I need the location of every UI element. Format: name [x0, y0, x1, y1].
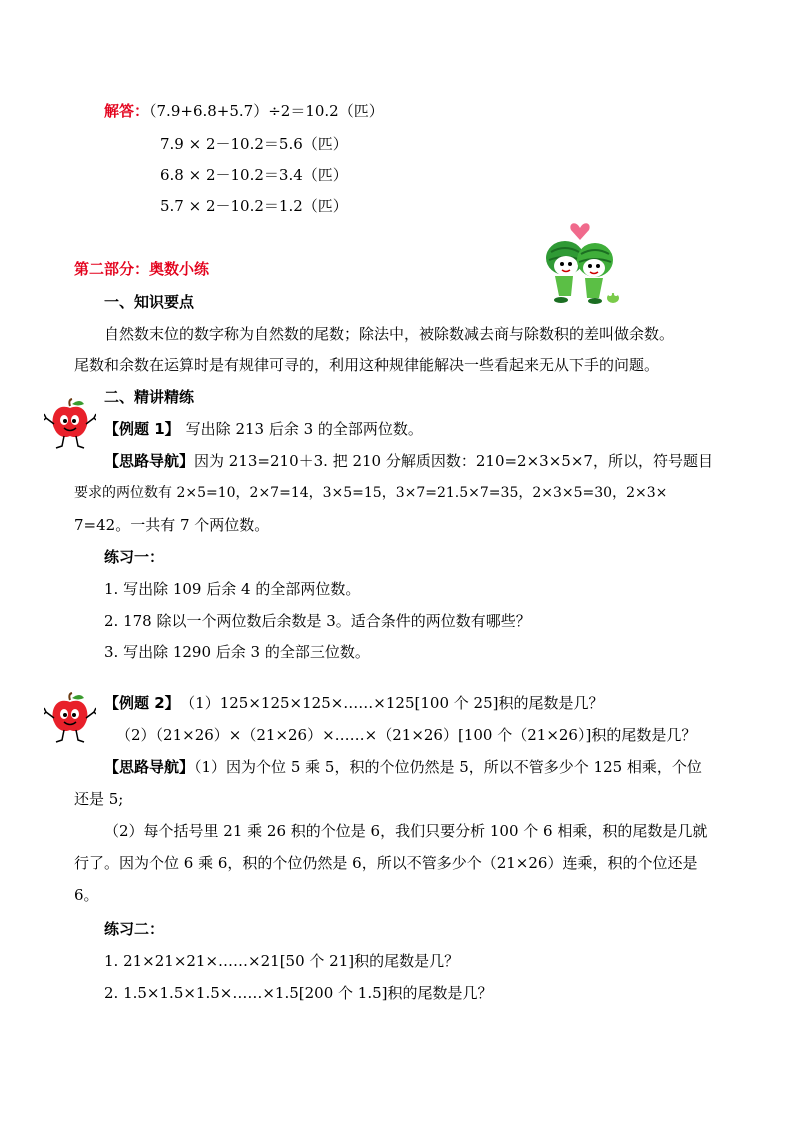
- example2-hint-line-1: [104, 760, 702, 775]
- knowledge-line-2: 尾数和余数在运算时是有规律可寻的，利用这种规律能解决一些看起来无从下手的问题。: [74, 356, 660, 374]
- example1-hint-text-1: 因为 213=210＋3. 把 210 分解质因数：210=2×3×5×7，所以，符号题目: [194, 452, 713, 470]
- example2-hint2-line-3: 6。: [74, 886, 99, 904]
- example2-hint2-line-2: 行了。因为个位 6 乘 6，积的个位仍然是 6，所以不管多少个（21×26）连乘，积的个位还是: [74, 854, 698, 872]
- example1-tag: 【例题 1】: [104, 420, 180, 438]
- example2-q2: （2）（21×26）×（21×26）×……×（21×26）[100 个（21×26）]积的尾数是几？: [116, 726, 697, 744]
- practice2-title: 练习二：: [104, 920, 165, 938]
- example2-hint1-text: （1）因为个位 5 乘 5，积的个位仍然是 5，所以不管多少个 125 相乘，个位: [194, 758, 702, 776]
- practice2-item-2: 2. 1.5×1.5×1.5×……×1.5[200 个 1.5]积的尾数是几？: [104, 984, 493, 1002]
- melon-mascots-illustration: [537, 214, 623, 306]
- practice1-title: 练习一：: [104, 548, 165, 566]
- answer-label: 解答：: [104, 102, 150, 120]
- example2-hint2-line-1: （2）每个括号里 21 乘 26 积的个位是 6，我们只要分析 100 个 6 相乘，积的尾数是几就: [104, 822, 708, 840]
- practice1-item-3: 3. 写出除 1290 后余 3 的全部三位数。: [104, 643, 370, 661]
- example1-hint-line-2: 要求的两位数有 2×5=10，2×7=14，3×5=15，3×7=21.5×7=35，2×3×5=30，2×3×: [74, 485, 668, 501]
- example2-hint1-line-2: 还是 5;: [74, 790, 124, 808]
- section1-title: 一、知识要点: [104, 293, 195, 311]
- example1-line: [104, 422, 423, 437]
- example2-hint-tag: 【思路导航】: [104, 758, 195, 776]
- practice2-item-1: 1. 21×21×21×……×21[50 个 21]积的尾数是几？: [104, 952, 460, 970]
- answer-line-3: 6.8 × 2－10.2＝3.4（匹）: [160, 166, 348, 184]
- example2-line-1: [104, 696, 603, 711]
- example1-hint-tag: 【思路导航】: [104, 452, 195, 470]
- practice1-item-2: 2. 178 除以一个两位数后余数是 3。适合条件的两位数有哪些？: [104, 612, 531, 630]
- answer-expression-1: （7.9+6.8+5.7）÷2＝10.2（匹）: [149, 102, 384, 120]
- example1-hint-line-1: [104, 454, 713, 469]
- knowledge-line-1: 自然数末位的数字称为自然数的尾数；除法中，被除数减去商与除数积的差叫做余数。: [104, 325, 675, 343]
- apple-mascot-icon-2: [44, 692, 96, 746]
- example2-tag: 【例题 2】: [104, 694, 180, 712]
- example2-q1: （1）125×125×125×……×125[100 个 25]积的尾数是几？: [187, 694, 604, 712]
- part2-title: 第二部分：奥数小练: [74, 260, 210, 278]
- answer-line-4: 5.7 × 2－10.2＝1.2（匹）: [160, 197, 348, 215]
- section2-title: 二、精讲精练: [104, 388, 195, 406]
- practice1-item-1: 1. 写出除 109 后余 4 的全部两位数。: [104, 580, 361, 598]
- example1-hint-line-3: 7=42。一共有 7 个两位数。: [74, 516, 270, 534]
- example1-question: 写出除 213 后余 3 的全部两位数。: [185, 420, 423, 438]
- answer-line-2: 7.9 × 2－10.2＝5.6（匹）: [160, 135, 348, 153]
- answer-line-1: [104, 104, 384, 119]
- apple-mascot-icon: [44, 398, 96, 452]
